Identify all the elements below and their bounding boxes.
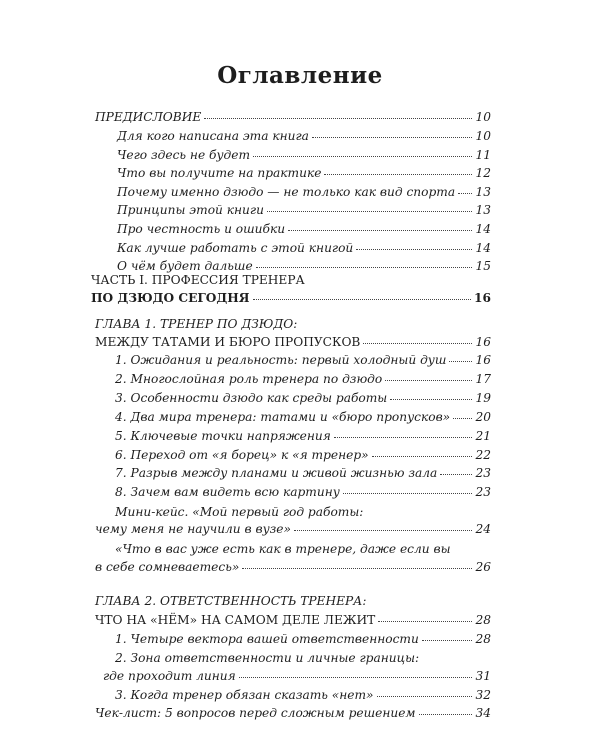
toc-entry-label: Как лучше работать с этой книгой: [117, 240, 354, 255]
dot-leader: [267, 202, 473, 212]
toc-entry-page: 11: [475, 147, 491, 162]
toc-entry-label: 5. Ключевые точки напряжения: [115, 428, 331, 443]
toc-entry-label: О чём будет дальше: [117, 259, 253, 274]
toc-entry-page: 15: [475, 259, 491, 274]
dot-leader: [372, 447, 473, 457]
part-heading: ЧАСТЬ I. ПРОФЕССИЯ ТРЕНЕРА: [91, 273, 305, 287]
dot-leader: [324, 165, 472, 175]
dot-leader: [419, 705, 473, 715]
chapter-item-line: 2. Зона ответственности и личные границы:: [115, 651, 420, 665]
toc-entry-preface[interactable]: [95, 110, 491, 125]
dot-leader: [356, 240, 472, 250]
toc-entry-label: 2. Многослойная роль тренера по дзюдо: [115, 371, 383, 386]
toc-entry-page: 24: [475, 522, 491, 536]
toc-entry-label: ПО ДЗЮДО СЕГОДНЯ: [91, 291, 250, 305]
toc-entry-chapter-item[interactable]: [115, 632, 491, 647]
toc-entry-label: 6. Переход от «я борец» к «я тренер»: [115, 447, 369, 462]
toc-entry-preface-item[interactable]: [117, 166, 491, 181]
dot-leader: [312, 128, 473, 138]
toc-entry-label: 3. Особенности дзюдо как среды работы: [115, 390, 388, 405]
toc-entry-page: 32: [475, 688, 491, 702]
toc-entry-preface-item[interactable]: [117, 259, 491, 274]
toc-entry-label: ЧТО НА «НЁМ» НА САМОМ ДЕЛЕ ЛЕЖИТ: [95, 613, 376, 627]
toc-entry-preface-item[interactable]: [117, 185, 491, 200]
toc-entry-label: 3. Когда тренер обязан сказать «нет»: [115, 688, 374, 702]
toc-entry-chapter-item[interactable]: [115, 372, 491, 387]
toc-entry-page: 13: [475, 203, 491, 218]
toc-entry-label: Почему именно дзюдо — не только как вид спорта: [117, 184, 456, 199]
toc-entry-label: 8. Зачем вам видеть всю картину: [115, 485, 340, 500]
toc-entry-page: 10: [475, 129, 491, 143]
toc-entry-page: 31: [475, 669, 491, 683]
toc-entry-page: 17: [475, 371, 491, 386]
dot-leader: [453, 409, 472, 419]
dot-leader: [385, 371, 472, 381]
dot-leader: [343, 484, 473, 494]
dot-leader: [449, 352, 472, 362]
toc-entry-page: 16: [475, 335, 491, 349]
toc-entry-chapter-item[interactable]: [115, 485, 491, 500]
toc-entry-chapter-item[interactable]: [115, 429, 491, 444]
dot-leader: [253, 290, 472, 300]
toc-entry-preface-item[interactable]: [117, 222, 491, 237]
toc-entry-page: 12: [475, 166, 491, 181]
toc-entry-page: 16: [474, 291, 491, 305]
page-title: Оглавление: [217, 62, 383, 89]
toc-entry-page: 20: [475, 409, 491, 424]
toc-entry-chapter-item[interactable]: [115, 466, 491, 481]
toc-entry-chapter-item[interactable]: [115, 353, 491, 368]
toc-entry-chapter-item[interactable]: [115, 391, 491, 406]
dot-leader: [253, 147, 472, 157]
toc-entry-label: 1. Ожидания и реальность: первый холодный душ: [115, 353, 447, 367]
toc-entry-preface-item[interactable]: [117, 129, 491, 144]
dot-leader: [242, 559, 472, 569]
chapter-heading: ГЛАВА 2. ОТВЕТСТВЕННОСТЬ ТРЕНЕРА:: [95, 594, 367, 608]
dot-leader: [440, 465, 472, 475]
dot-leader: [294, 521, 473, 531]
toc-entry-chapter-item[interactable]: [103, 669, 491, 684]
toc-entry-page: 13: [475, 184, 491, 199]
toc-entry-label: где проходит линия: [103, 669, 236, 683]
toc-entry-label: Чего здесь не будет: [117, 147, 251, 162]
toc-entry-preface-item[interactable]: [117, 241, 491, 256]
dot-leader: [256, 258, 473, 268]
dot-leader: [458, 184, 472, 194]
toc-entry-part[interactable]: [91, 291, 491, 306]
toc-entry-label: Про честность и ошибки: [117, 222, 286, 236]
toc-entry-page: 14: [475, 240, 491, 255]
chapter-heading: ГЛАВА 1. ТРЕНЕР ПО ДЗЮДО:: [95, 317, 298, 331]
toc-entry-label: Что вы получите на практике: [117, 166, 322, 181]
dot-leader: [378, 612, 472, 622]
toc-entry-page: 21: [475, 428, 491, 443]
toc-entry-page: 19: [475, 390, 491, 405]
toc-entry-preface-item[interactable]: [117, 148, 491, 163]
toc-entry-label: чему меня не научили в вузе»: [95, 522, 291, 536]
toc-entry-chapter[interactable]: [95, 335, 491, 350]
toc-entry-page: 23: [475, 485, 491, 500]
toc-entry-extra[interactable]: [95, 560, 491, 575]
toc-entry-page: 10: [475, 110, 491, 124]
dot-leader: [422, 631, 473, 641]
dot-leader: [288, 221, 472, 231]
toc-entry-checklist[interactable]: [95, 706, 491, 721]
toc-entry-chapter[interactable]: [95, 613, 491, 628]
extra-line: «Что в вас уже есть как в тренере, даже если вы: [115, 542, 451, 556]
toc-entry-page: 23: [475, 466, 491, 481]
toc-entry-preface-item[interactable]: [117, 203, 491, 218]
dot-leader: [239, 668, 473, 678]
toc-entry-label: МЕЖДУ ТАТАМИ И БЮРО ПРОПУСКОВ: [95, 335, 361, 349]
toc-entry-page: 22: [475, 447, 491, 462]
toc-entry-chapter-item[interactable]: [115, 410, 491, 425]
toc-entry-label: Принципы этой книги: [117, 203, 264, 218]
toc-entry-minicase[interactable]: [95, 522, 491, 537]
toc-entry-page: 28: [475, 613, 491, 627]
toc-entry-page: 28: [475, 632, 491, 646]
dot-leader: [377, 687, 473, 697]
toc-entry-page: 14: [475, 222, 491, 236]
dot-leader: [334, 428, 473, 438]
toc-entry-label: Чек-лист: 5 вопросов перед сложным решением: [95, 706, 416, 720]
toc-entry-label: Для кого написана эта книга: [117, 129, 309, 143]
toc-entry-chapter-item[interactable]: [115, 688, 491, 703]
dot-leader: [204, 109, 472, 119]
dot-leader: [363, 334, 472, 344]
toc-entry-label: в себе сомневаетесь»: [95, 560, 240, 574]
toc-entry-page: 16: [475, 353, 491, 367]
toc-entry-page: 34: [475, 706, 491, 720]
toc-entry-chapter-item[interactable]: [115, 448, 491, 463]
toc-entry-label: 1. Четыре вектора вашей ответственности: [115, 632, 419, 646]
dot-leader: [390, 390, 472, 400]
toc-entry-label: ПРЕДИСЛОВИЕ: [95, 110, 202, 124]
toc-entry-page: 26: [475, 560, 491, 574]
minicase-line: Мини-кейс. «Мой первый год работы:: [115, 505, 364, 519]
toc-entry-label: 7. Разрыв между планами и живой жизнью зала: [115, 466, 438, 481]
toc-entry-label: 4. Два мира тренера: татами и «бюро пропусков»: [115, 409, 451, 424]
